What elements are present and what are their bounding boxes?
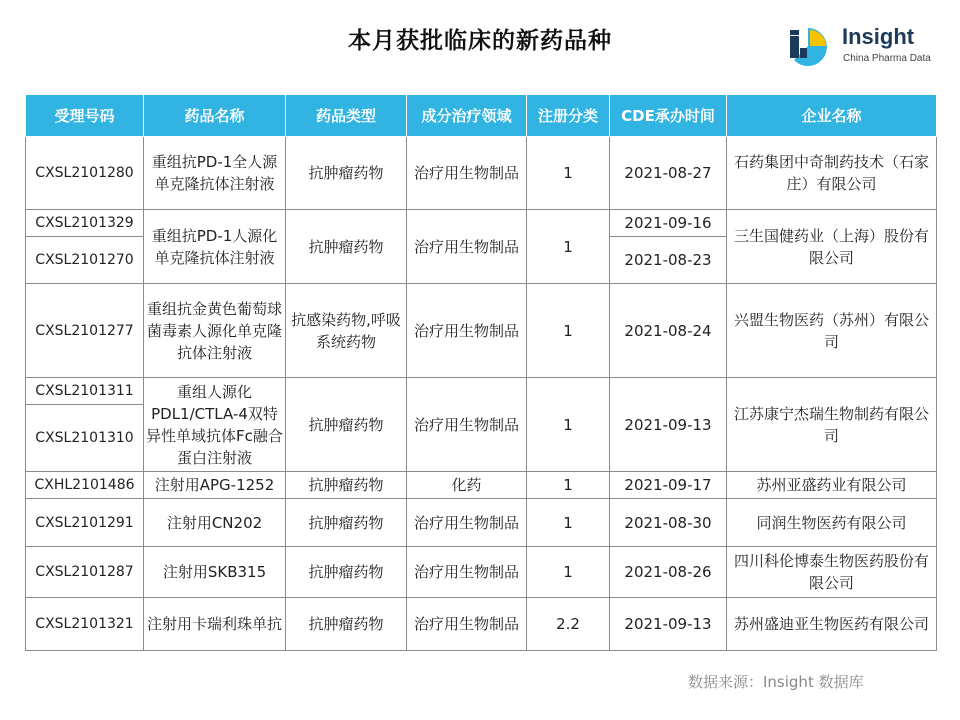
insight-logo-icon — [786, 22, 836, 72]
drug-type: 抗肿瘤药物 — [286, 137, 407, 210]
table-row — [26, 137, 937, 210]
reg-class: 2.2 — [527, 598, 610, 651]
header-cell: 成分治疗领域 — [407, 95, 527, 137]
table-row — [26, 472, 937, 499]
reg-class: 1 — [527, 137, 610, 210]
table-row — [26, 598, 937, 651]
table-header-row — [26, 95, 937, 137]
reg-class: 1 — [527, 284, 610, 378]
reg-class: 1 — [527, 547, 610, 598]
therapy-area: 治疗用生物制品 — [407, 378, 527, 472]
company-name: 四川科伦博泰生物医药股份有限公司 — [727, 547, 937, 598]
page-title: 本月获批临床的新药品种 — [348, 28, 612, 54]
drug-type: 抗肿瘤药物 — [286, 499, 407, 547]
accept-code: CXSL2101270 — [26, 237, 144, 284]
cde-date: 2021-08-24 — [610, 284, 727, 378]
company-name: 同润生物医药有限公司 — [727, 499, 937, 547]
accept-code: CXSL2101291 — [26, 499, 144, 547]
drug-type: 抗感染药物,呼吸系统药物 — [286, 284, 407, 378]
reg-class: 1 — [527, 378, 610, 472]
drug-name: 注射用CN202 — [144, 499, 286, 547]
cde-date: 2021-08-26 — [610, 547, 727, 598]
therapy-area: 治疗用生物制品 — [407, 284, 527, 378]
accept-code: CXSL2101321 — [26, 598, 144, 651]
insight-logo — [786, 22, 946, 72]
drug-name: 注射用SKB315 — [144, 547, 286, 598]
company-name: 三生国健药业（上海）股份有限公司 — [727, 210, 937, 284]
accept-code: CXSL2101287 — [26, 547, 144, 598]
cde-date: 2021-08-23 — [610, 237, 727, 284]
header-cell: 药品类型 — [286, 95, 407, 137]
company-name: 江苏康宁杰瑞生物制药有限公司 — [727, 378, 937, 472]
cde-date: 2021-09-13 — [610, 598, 727, 651]
company-name: 石药集团中奇制药技术（石家庄）有限公司 — [727, 137, 937, 210]
drug-type: 抗肿瘤药物 — [286, 378, 407, 472]
data-source: 数据来源：Insight 数据库 — [688, 673, 864, 691]
reg-class: 1 — [527, 472, 610, 499]
reg-class: 1 — [527, 499, 610, 547]
logo-subtitle: China Pharma Data — [843, 53, 931, 64]
accept-code: CXSL2101280 — [26, 137, 144, 210]
header-cell: 药品名称 — [144, 95, 286, 137]
accept-code: CXSL2101311 — [26, 378, 144, 405]
therapy-area: 治疗用生物制品 — [407, 598, 527, 651]
accept-code: CXSL2101310 — [26, 405, 144, 472]
drug-name: 注射用APG-1252 — [144, 472, 286, 499]
therapy-area: 治疗用生物制品 — [407, 499, 527, 547]
drug-name: 重组抗PD-1全人源单克隆抗体注射液 — [144, 137, 286, 210]
cde-date: 2021-09-17 — [610, 472, 727, 499]
drug-name: 重组抗PD-1人源化单克隆抗体注射液 — [144, 210, 286, 284]
table-row — [26, 284, 937, 378]
accept-code: CXHL2101486 — [26, 472, 144, 499]
cde-date: 2021-08-30 — [610, 499, 727, 547]
table-row — [26, 378, 937, 405]
accept-code: CXSL2101277 — [26, 284, 144, 378]
drug-name: 注射用卡瑞利珠单抗 — [144, 598, 286, 651]
cde-date: 2021-09-16 — [610, 210, 727, 237]
drug-table — [25, 94, 937, 651]
header-cell: 受理号码 — [26, 95, 144, 137]
header-cell: 企业名称 — [727, 95, 937, 137]
logo-name: Insight — [842, 24, 915, 49]
therapy-area: 化药 — [407, 472, 527, 499]
therapy-area: 治疗用生物制品 — [407, 137, 527, 210]
company-name: 兴盟生物医药（苏州）有限公司 — [727, 284, 937, 378]
table-row — [26, 547, 937, 598]
table-row — [26, 210, 937, 237]
cde-date: 2021-08-27 — [610, 137, 727, 210]
drug-name: 重组抗金黄色葡萄球菌毒素人源化单克隆抗体注射液 — [144, 284, 286, 378]
cde-date: 2021-09-13 — [610, 378, 727, 472]
reg-class: 1 — [527, 210, 610, 284]
header-cell: 注册分类 — [527, 95, 610, 137]
company-name: 苏州盛迪亚生物医药有限公司 — [727, 598, 937, 651]
header-cell: CDE承办时间 — [610, 95, 727, 137]
drug-type: 抗肿瘤药物 — [286, 598, 407, 651]
accept-code: CXSL2101329 — [26, 210, 144, 237]
therapy-area: 治疗用生物制品 — [407, 210, 527, 284]
therapy-area: 治疗用生物制品 — [407, 547, 527, 598]
drug-type: 抗肿瘤药物 — [286, 210, 407, 284]
table-row — [26, 499, 937, 547]
company-name: 苏州亚盛药业有限公司 — [727, 472, 937, 499]
drug-type: 抗肿瘤药物 — [286, 547, 407, 598]
drug-name: 重组人源化PDL1/CTLA-4双特异性单域抗体Fc融合蛋白注射液 — [144, 378, 286, 472]
drug-type: 抗肿瘤药物 — [286, 472, 407, 499]
